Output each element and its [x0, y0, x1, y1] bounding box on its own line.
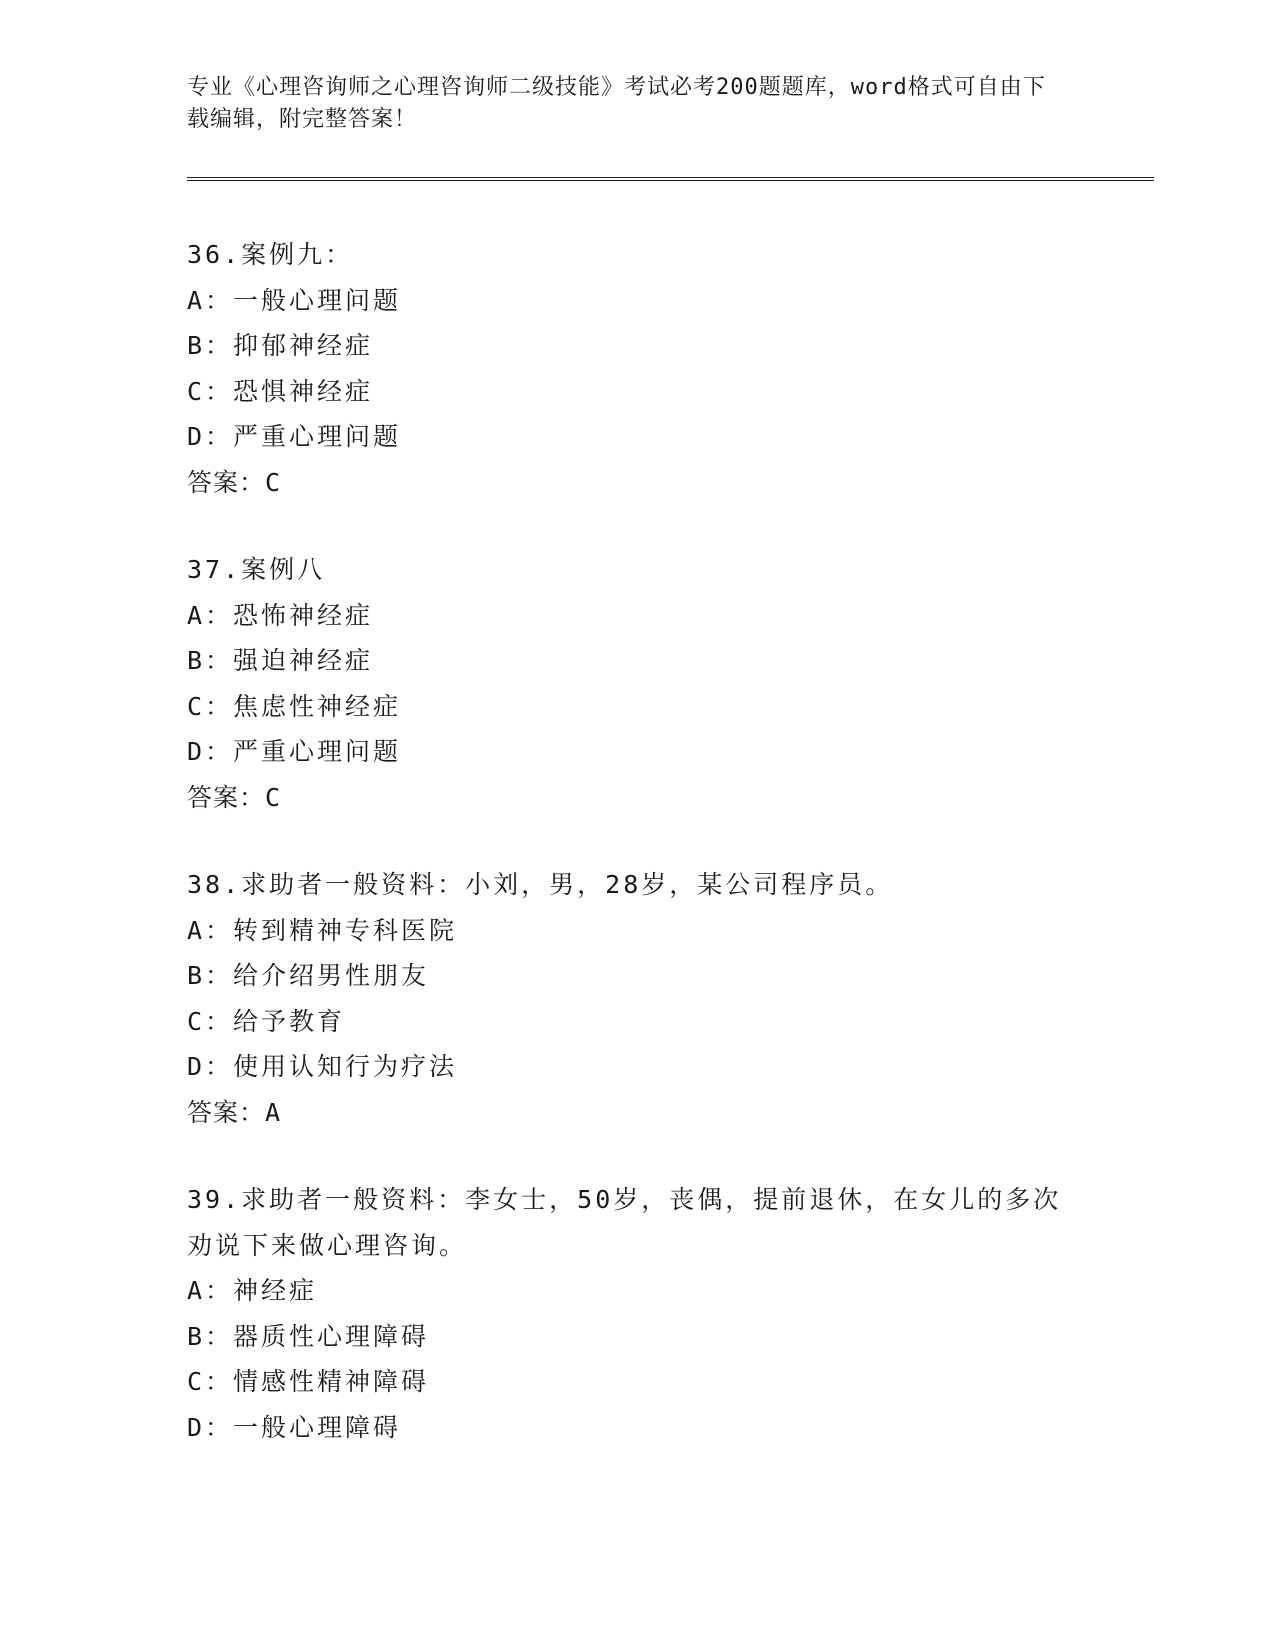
question-36	[187, 232, 1087, 505]
question-39	[187, 1177, 1087, 1450]
option-d: D：一般心理障碍	[187, 1412, 402, 1442]
option-a: A：神经症	[187, 1276, 318, 1305]
question-stem: 37.案例八	[187, 555, 326, 584]
option-d: D：严重心理问题	[187, 737, 402, 766]
option-b: B：强迫神经症	[187, 646, 374, 675]
answer-label: 答案：	[187, 782, 266, 812]
option-d: D：使用认知行为疗法	[187, 1052, 458, 1081]
answer-label: 答案：	[187, 467, 266, 497]
question-38	[187, 862, 1087, 1135]
option-c: C：恐惧神经症	[187, 376, 374, 406]
question-stem: 39.求助者一般资料：李女士，50岁，丧偶，提前退休，在女儿的多次劝说下来做心理咨询。	[187, 1185, 1062, 1260]
option-a: A：恐怖神经症	[187, 600, 374, 630]
answer-value: C	[265, 467, 282, 497]
answer-label: 答案：	[187, 1097, 266, 1127]
answer-value: A	[265, 1097, 282, 1127]
answer-value: C	[265, 782, 282, 812]
option-c: C：给予教育	[187, 1006, 346, 1036]
option-a: A：转到精神专科医院	[187, 915, 458, 945]
header-divider	[187, 177, 1154, 181]
option-c: C：情感性精神障碍	[187, 1367, 430, 1396]
option-a: A：一般心理问题	[187, 285, 402, 315]
option-b: B：抑郁神经症	[187, 331, 374, 360]
answer-line	[187, 775, 1087, 821]
question-37	[187, 547, 1087, 820]
option-d: D：严重心理问题	[187, 422, 402, 451]
document-header: 专业《心理咨询师之心理咨询师二级技能》考试必考200题题库，word格式可自由下载编辑，附完整答案！	[187, 75, 1046, 132]
answer-line	[187, 460, 1087, 506]
answer-line	[187, 1090, 1087, 1136]
option-b: B：给介绍男性朋友	[187, 961, 430, 990]
option-c: C：焦虑性神经症	[187, 691, 402, 721]
option-b: B：器质性心理障碍	[187, 1321, 430, 1351]
question-list	[187, 232, 1087, 1492]
question-stem: 38.求助者一般资料：小刘，男，28岁，某公司程序员。	[187, 870, 894, 899]
question-stem: 36.案例九：	[187, 240, 354, 269]
